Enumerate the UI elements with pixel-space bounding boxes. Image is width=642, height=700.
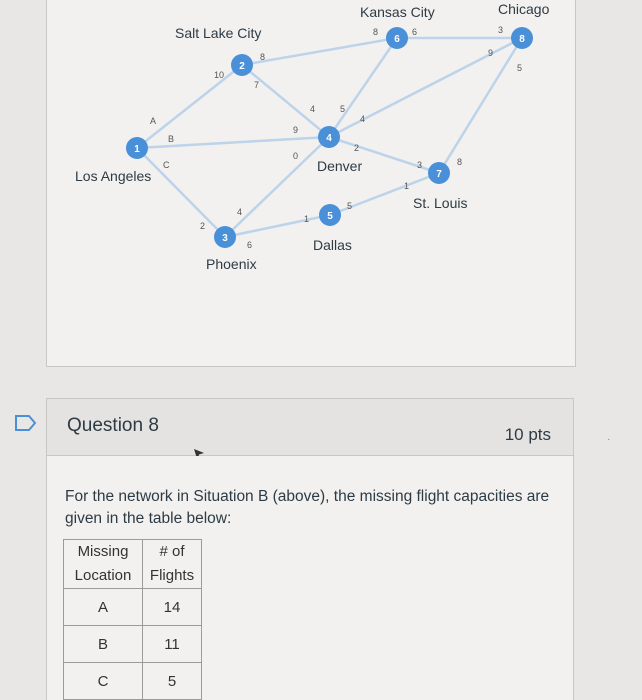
node-2-label: 2 bbox=[239, 61, 245, 72]
city-los-angeles: Los Angeles bbox=[75, 168, 152, 184]
capacity-label-5: 5 bbox=[340, 104, 346, 114]
capacity-label-9: 9 bbox=[293, 125, 299, 135]
question-body bbox=[46, 456, 574, 700]
capacity-label-8b: 8 bbox=[373, 27, 379, 37]
node-6-label: 6 bbox=[394, 34, 400, 45]
city-kansas-city: Kansas City bbox=[360, 4, 435, 20]
city-dallas: Dallas bbox=[313, 237, 352, 253]
table-row bbox=[64, 589, 202, 626]
edge-4-8 bbox=[329, 38, 522, 137]
network-diagram bbox=[47, 0, 575, 366]
header-flights-line2: Flights bbox=[149, 567, 195, 584]
capacity-label-8: 8 bbox=[260, 52, 266, 62]
edge-3-5 bbox=[225, 215, 330, 237]
node-3-label: 3 bbox=[222, 233, 228, 244]
node-4-label: 4 bbox=[326, 133, 332, 144]
table-cell-location: A bbox=[64, 589, 143, 626]
question-points: 10 pts bbox=[504, 425, 551, 444]
table-row bbox=[64, 663, 202, 700]
table-cell-flights: 14 bbox=[143, 589, 202, 626]
header-missing-location bbox=[64, 540, 143, 589]
capacity-label-b: B bbox=[168, 134, 175, 144]
table-cell-location: C bbox=[64, 663, 143, 700]
capacity-label-0: 0 bbox=[293, 151, 299, 161]
capacity-label-4: 4 bbox=[310, 104, 316, 114]
header-location-line2: Location bbox=[74, 567, 132, 584]
edge-1-3 bbox=[137, 148, 225, 237]
city-salt-lake-city: Salt Lake City bbox=[175, 25, 262, 41]
city-phoenix: Phoenix bbox=[206, 256, 257, 272]
capacity-label-1b: 1 bbox=[304, 214, 310, 224]
node-7-label: 7 bbox=[436, 169, 442, 180]
header-flights-line1: # of bbox=[159, 543, 185, 560]
question-title: Question 8 bbox=[67, 415, 159, 436]
question-text: For the network in Situation B (above), the missing flight capacities are given in the table below: bbox=[65, 488, 550, 527]
question-header bbox=[46, 398, 574, 456]
city-denver: Denver bbox=[317, 158, 363, 174]
node-8-label: 8 bbox=[519, 34, 525, 45]
header-location-line1: Missing bbox=[77, 543, 129, 560]
table-cell-flights: 5 bbox=[143, 663, 202, 700]
edge-2-4 bbox=[242, 65, 329, 137]
table-cell-flights: 11 bbox=[143, 626, 202, 663]
capacity-label-3b: 3 bbox=[417, 160, 423, 170]
capacity-label-3: 3 bbox=[498, 25, 504, 35]
node-5-label: 5 bbox=[327, 211, 333, 222]
capacity-label-2b: 2 bbox=[200, 221, 206, 231]
capacity-label-8c: 8 bbox=[457, 157, 463, 167]
missing-capacities-table bbox=[63, 539, 202, 700]
capacity-label-4b: 4 bbox=[360, 114, 366, 124]
table-row bbox=[64, 626, 202, 663]
node-1-label: 1 bbox=[134, 144, 140, 155]
capacity-label-2: 2 bbox=[354, 143, 360, 153]
bookmark-flag-icon[interactable] bbox=[14, 414, 38, 432]
capacity-label-9b: 9 bbox=[488, 48, 494, 58]
edge-3-4 bbox=[225, 137, 329, 237]
capacity-label-4c: 4 bbox=[237, 207, 243, 217]
capacity-label-a: A bbox=[150, 116, 157, 126]
table-header-row bbox=[64, 540, 202, 589]
capacity-label-5c: 5 bbox=[347, 201, 353, 211]
capacity-label-c: C bbox=[163, 160, 170, 170]
header-number-of-flights bbox=[143, 540, 202, 589]
capacity-label-1: 1 bbox=[404, 181, 410, 191]
edge-1-2 bbox=[137, 65, 242, 148]
capacity-label-6: 6 bbox=[412, 27, 418, 37]
capacity-label-10: 10 bbox=[214, 70, 225, 80]
edge-1-4 bbox=[137, 137, 329, 148]
edge-2-6 bbox=[242, 38, 397, 65]
table-cell-location: B bbox=[64, 626, 143, 663]
capacity-label-6b: 6 bbox=[247, 240, 253, 250]
capacity-label-5b: 5 bbox=[517, 63, 523, 73]
capacity-label-7: 7 bbox=[254, 80, 260, 90]
network-diagram-panel bbox=[46, 0, 576, 367]
city-chicago: Chicago bbox=[498, 1, 550, 17]
city-st-louis: St. Louis bbox=[413, 195, 468, 211]
scroll-indicator-dot: · bbox=[607, 434, 611, 445]
